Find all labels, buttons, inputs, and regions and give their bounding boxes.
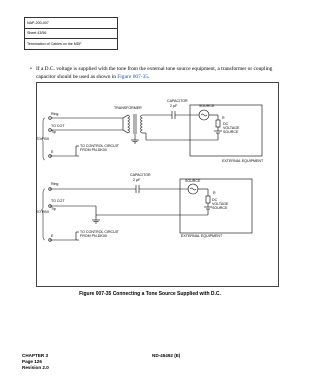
- lower-to-pbx-label: TO PBX: [36, 210, 50, 214]
- lower-control-1: TO CONTROL CIRCUIT: [80, 230, 119, 234]
- lower-external-label: EXTERNAL EQUIPMENT: [181, 234, 223, 238]
- upper-dc-2: VOLTAGE: [223, 126, 240, 130]
- upper-capacitor-label: CAPACITOR: [167, 99, 188, 103]
- lower-capacitor-value: 2 μF: [133, 178, 141, 182]
- lower-dc-1: DC: [212, 198, 218, 202]
- lower-dc-2: VOLTAGE: [212, 202, 229, 206]
- lower-source-label: SOURCE: [185, 179, 201, 183]
- bullet-symbol: •: [30, 66, 32, 72]
- body-text: If a D.C. voltage is supplied with the tone from the external tone source equipment, a transformer or coupling capacitor should be used as shown in: [36, 66, 273, 80]
- lower-pbx-brace: [41, 189, 45, 240]
- footer-page: Page 126: [22, 359, 42, 364]
- header-title: Termination of Cables on the MDF: [25, 39, 118, 50]
- upper-control-2: FROM PN-DK00: [80, 148, 107, 152]
- upper-dc-1: DC: [223, 122, 229, 126]
- upper-tip-label: Tip: [51, 130, 56, 134]
- lower-ring-label: Ring: [51, 182, 59, 186]
- body-paragraph: [30, 66, 281, 81]
- figure-link[interactable]: Figure 007-35: [117, 73, 148, 80]
- footer-revision: Revision 2.0: [22, 365, 49, 370]
- upper-external-label: EXTERNAL EQUIPMENT: [222, 159, 264, 163]
- lower-r-label: R: [213, 191, 216, 195]
- lower-dc-3: SOURCE: [212, 206, 228, 210]
- circuit-diagram: [36, 82, 279, 287]
- upper-e-label: E: [51, 150, 54, 154]
- upper-ring-label: Ring: [51, 112, 59, 116]
- footer-left: [22, 353, 49, 371]
- upper-to-pbx-label: TO PBX: [36, 137, 50, 141]
- upper-source-label: SOURCE: [199, 104, 215, 108]
- header-sheet: Sheet 43/56: [25, 28, 118, 39]
- upper-to-cot-label: TO COT: [51, 124, 65, 128]
- upper-r-label: R: [222, 116, 225, 120]
- lower-to-cot-label: TO COT: [51, 199, 65, 203]
- transformer-primary-coil: [128, 115, 130, 133]
- lower-capacitor-label: CAPACITOR: [130, 173, 151, 177]
- upper-dc-3: SOURCE: [223, 130, 239, 134]
- lower-e-label: E: [51, 234, 54, 238]
- upper-control-1: TO CONTROL CIRCUIT: [80, 144, 119, 148]
- transformer-secondary-coil: [141, 115, 143, 133]
- figure-caption: Figure 007-35 Connecting a Tone Source Supplied with D.C.: [79, 291, 221, 297]
- footer-doc-id: ND-45492 (E): [152, 353, 181, 358]
- header-doc-number: NAP-200-007: [25, 18, 118, 29]
- lower-control-2: FROM PN-DK00: [80, 234, 107, 238]
- upper-capacitor-value: 2 μF: [170, 104, 178, 108]
- document-header-table: [24, 17, 118, 50]
- footer-chapter: CHAPTER 3: [22, 353, 49, 358]
- upper-transformer-label: TRANSFORMER: [114, 106, 142, 110]
- body-text-end: .: [148, 73, 150, 80]
- lower-tip-label: Tip: [51, 207, 56, 211]
